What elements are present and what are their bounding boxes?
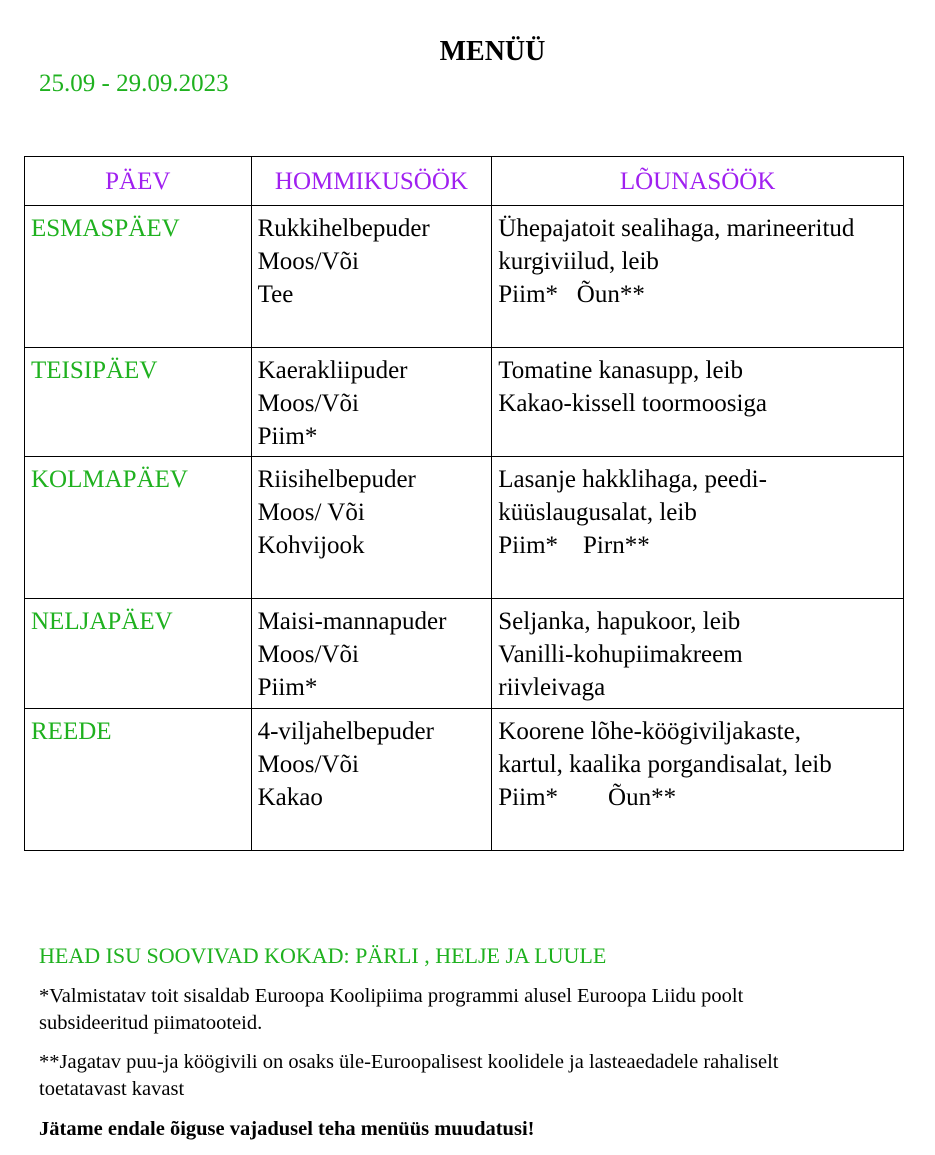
- lunch-cell: [492, 599, 904, 709]
- day-cell: REEDE: [25, 709, 252, 851]
- breakfast-item: Kaerakliipuder: [257, 357, 408, 384]
- menu-title: MENÜÜ: [439, 36, 546, 67]
- lunch-item: Ühepajatoit sealihaga, marineeritud: [498, 215, 855, 242]
- table-header-row: [25, 157, 904, 206]
- lunch-item: riivleivaga: [498, 674, 606, 701]
- day-cell: TEISIPÄEV: [25, 348, 252, 457]
- header-breakfast: HOMMIKUSÖÖK: [251, 157, 492, 206]
- table-row: [25, 206, 904, 348]
- breakfast-item: Tee: [257, 281, 294, 308]
- breakfast-cell: [251, 206, 492, 348]
- breakfast-item: Moos/Või: [257, 641, 359, 668]
- note-line: **Jagatav puu-ja köögivili on osaks üle-Euroopalisest koolidele ja lasteaedadele rahaliselt: [39, 1051, 779, 1073]
- breakfast-item: Piim*: [257, 674, 318, 701]
- breakfast-item: Moos/Või: [257, 390, 359, 417]
- date-range: 25.09 - 29.09.2023: [39, 70, 229, 97]
- fruit-program-note: [39, 1049, 919, 1103]
- lunch-item: Kakao-kissell toormoosiga: [498, 390, 767, 417]
- note-line: *Valmistatav toit sisaldab Euroopa Koolipiima programmi alusel Euroopa Liidu poolt: [39, 985, 744, 1007]
- day-cell: KOLMAPÄEV: [25, 457, 252, 599]
- day-cell: NELJAPÄEV: [25, 599, 252, 709]
- lunch-item: Tomatine kanasupp, leib: [498, 357, 743, 384]
- lunch-item: Seljanka, hapukoor, leib: [498, 608, 741, 635]
- lunch-cell: [492, 709, 904, 851]
- table-row: [25, 709, 904, 851]
- breakfast-item: Piim*: [257, 423, 318, 450]
- breakfast-cell: [251, 457, 492, 599]
- header-lunch: LÕUNASÖÖK: [492, 157, 904, 206]
- breakfast-cell: [251, 348, 492, 457]
- note-line: toetatavast kavast: [39, 1078, 185, 1100]
- breakfast-item: Moos/Või: [257, 751, 359, 778]
- lunch-item: kartul, kaalika porgandisalat, leib: [498, 751, 832, 778]
- breakfast-cell: [251, 709, 492, 851]
- breakfast-item: Kohvijook: [257, 532, 365, 559]
- lunch-cell: [492, 457, 904, 599]
- lunch-item: küüslaugusalat, leib: [498, 499, 697, 526]
- lunch-item: Piim* Pirn**: [498, 532, 650, 559]
- lunch-item: kurgiviilud, leib: [498, 248, 659, 275]
- breakfast-item: Moos/Või: [257, 248, 359, 275]
- lunch-item: Vanilli-kohupiimakreem: [498, 641, 743, 668]
- lunch-item: Lasanje hakklihaga, peedi-: [498, 466, 767, 493]
- table-row: [25, 457, 904, 599]
- breakfast-item: Maisi-mannapuder: [257, 608, 447, 635]
- table-row: [25, 348, 904, 457]
- day-cell: ESMASPÄEV: [25, 206, 252, 348]
- header-day: PÄEV: [25, 157, 252, 206]
- lunch-item: Piim* Õun**: [498, 784, 677, 811]
- milk-program-note: [39, 983, 919, 1037]
- breakfast-item: Kakao: [257, 784, 323, 811]
- table-row: [25, 599, 904, 709]
- lunch-cell: [492, 206, 904, 348]
- cooks-greeting: HEAD ISU SOOVIVAD KOKAD: PÄRLI , HELJE JA LUULE: [39, 943, 607, 968]
- breakfast-item: Rukkihelbepuder: [257, 215, 430, 242]
- breakfast-item: Moos/ Või: [257, 499, 365, 526]
- lunch-item: Piim* Õun**: [498, 281, 645, 308]
- breakfast-item: Riisihelbepuder: [257, 466, 416, 493]
- lunch-cell: [492, 348, 904, 457]
- breakfast-item: 4-viljahelbepuder: [257, 718, 434, 745]
- menu-table: [24, 156, 904, 851]
- note-line: subsideeritud piimatooteid.: [39, 1012, 263, 1034]
- change-notice: Jätame endale õiguse vajadusel teha menüüs muudatusi!: [39, 1118, 535, 1140]
- lunch-item: Koorene lõhe-köögiviljakaste,: [498, 718, 801, 745]
- breakfast-cell: [251, 599, 492, 709]
